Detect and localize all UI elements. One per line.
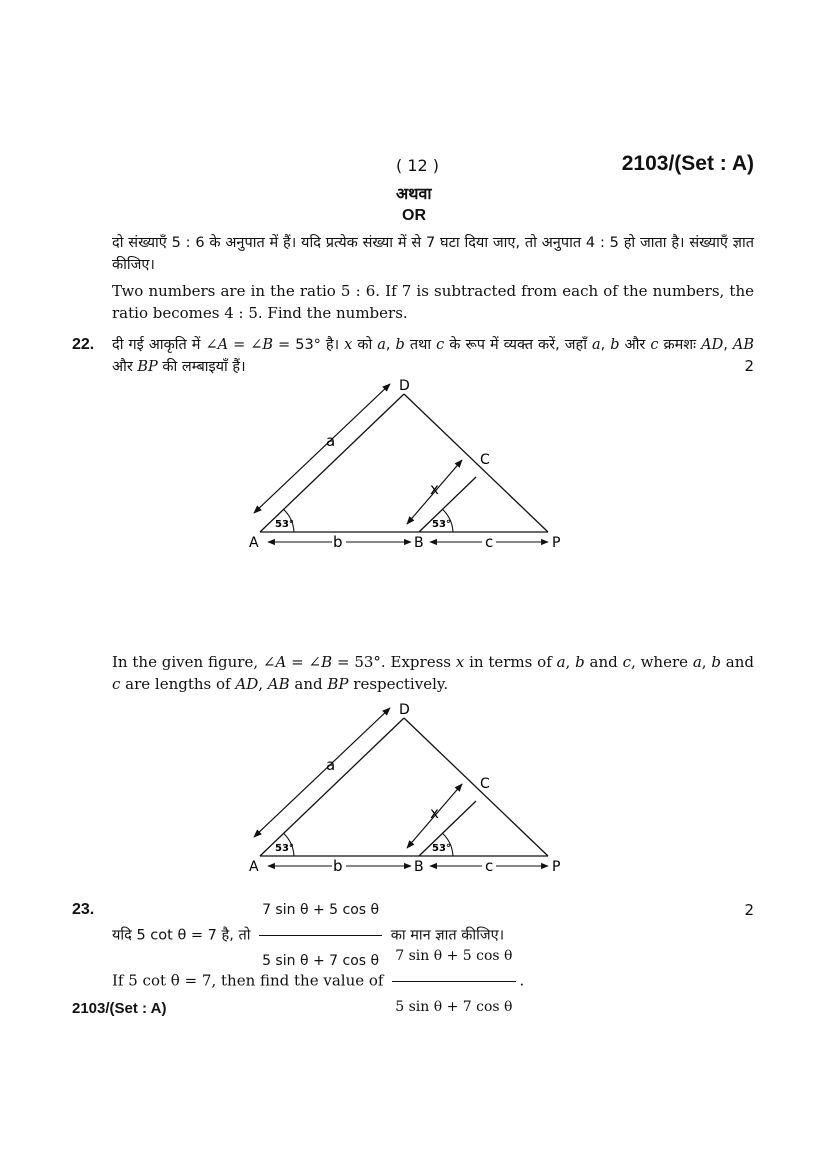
- label-x: x: [430, 804, 439, 822]
- q21-or-hindi: दो संख्याएँ 5 : 6 के अनुपात में हैं। यदि प्रत्येक संख्या में से 7 घटा दिया जाए, तो अनुपात 4 : 5 हो जाता है। संख्याएँ ज्ञात कीजिए।: [112, 235, 754, 273]
- angle-label-a: 53°: [275, 519, 294, 530]
- label-b: b: [333, 533, 343, 551]
- angle-label-a: 53°: [275, 843, 294, 854]
- label-c: c: [485, 857, 494, 875]
- vertex-c: C: [480, 452, 490, 468]
- set-code-header: 2103/(Set : A): [621, 152, 754, 175]
- side-ad: [260, 394, 404, 532]
- vertex-d: D: [399, 378, 410, 394]
- label-a: a: [326, 432, 336, 450]
- side-dp: [404, 394, 548, 532]
- vertex-p: P: [552, 535, 561, 551]
- q21-or-english: Two numbers are in the ratio 5 : 6. If 7 is subtracted from each of the numbers, the ratio becomes 4 : 5. Find the numbers.: [112, 282, 754, 322]
- question-number-22: 22.: [72, 336, 95, 353]
- q22-marks: 2: [744, 357, 754, 375]
- vertex-b: B: [414, 859, 424, 875]
- angle-label-b: 53°: [432, 843, 451, 854]
- vertex-d: D: [399, 702, 410, 718]
- vertex-b: B: [414, 535, 424, 551]
- fraction: $\frac{\text{7 sin θ + 5 cos θ}}{\text{5 sin θ + 7 cos θ}}$: [392, 933, 515, 1030]
- q22-figure-hindi: [240, 376, 570, 554]
- side-dp: [404, 718, 548, 856]
- or-english: OR: [402, 207, 426, 224]
- label-c: c: [485, 533, 494, 551]
- page-number: ( 12 ): [396, 156, 440, 175]
- label-a: a: [326, 756, 336, 774]
- label-b: b: [333, 857, 343, 875]
- set-code-footer: 2103/(Set : A): [72, 1000, 167, 1017]
- side-ad: [260, 718, 404, 856]
- label-x: x: [430, 480, 439, 498]
- q22-english: In the given figure, ∠A = ∠B = 53°. Express x in terms of a, b and c, where a, b and c are lengths of AD, AB and BP respectively.: [112, 653, 755, 693]
- vertex-a: A: [249, 535, 259, 551]
- q22-figure-english: [240, 700, 570, 878]
- vertex-c: C: [480, 776, 490, 792]
- arrow-a: [254, 708, 390, 837]
- question-number-23: 23.: [72, 901, 95, 918]
- q23-marks: 2: [744, 901, 754, 919]
- or-hindi: अथवा: [396, 184, 432, 203]
- angle-label-b: 53°: [432, 519, 451, 530]
- q22-hindi: दी गई आकृति में ∠A = ∠B = 53° है। x को a, b तथा c के रूप में व्यक्त करें, जहाँ a, b और c क्रमशः AD, AB और BP की लम्बाइयाँ हैं।: [112, 337, 754, 375]
- vertex-a: A: [249, 859, 259, 875]
- arrow-a: [254, 384, 390, 513]
- fraction: $\frac{\text{7 sin θ + 5 cos θ}}{\text{5 sin θ + 7 cos θ}}$: [259, 887, 382, 984]
- q23-english: If 5 cot θ = 7, then find the value of $\frac{\text{7 sin θ + 5 cos θ}}{\text{5 sin θ + 7 cos θ}}$ .: [112, 933, 754, 1030]
- vertex-p: P: [552, 859, 561, 875]
- q23-hindi: यदि 5 cot θ = 7 है, तो $\frac{\text{7 sin θ + 5 cos θ}}{\text{5 sin θ + 7 cos θ}}$ का मान ज्ञात कीजिए।: [112, 887, 754, 984]
